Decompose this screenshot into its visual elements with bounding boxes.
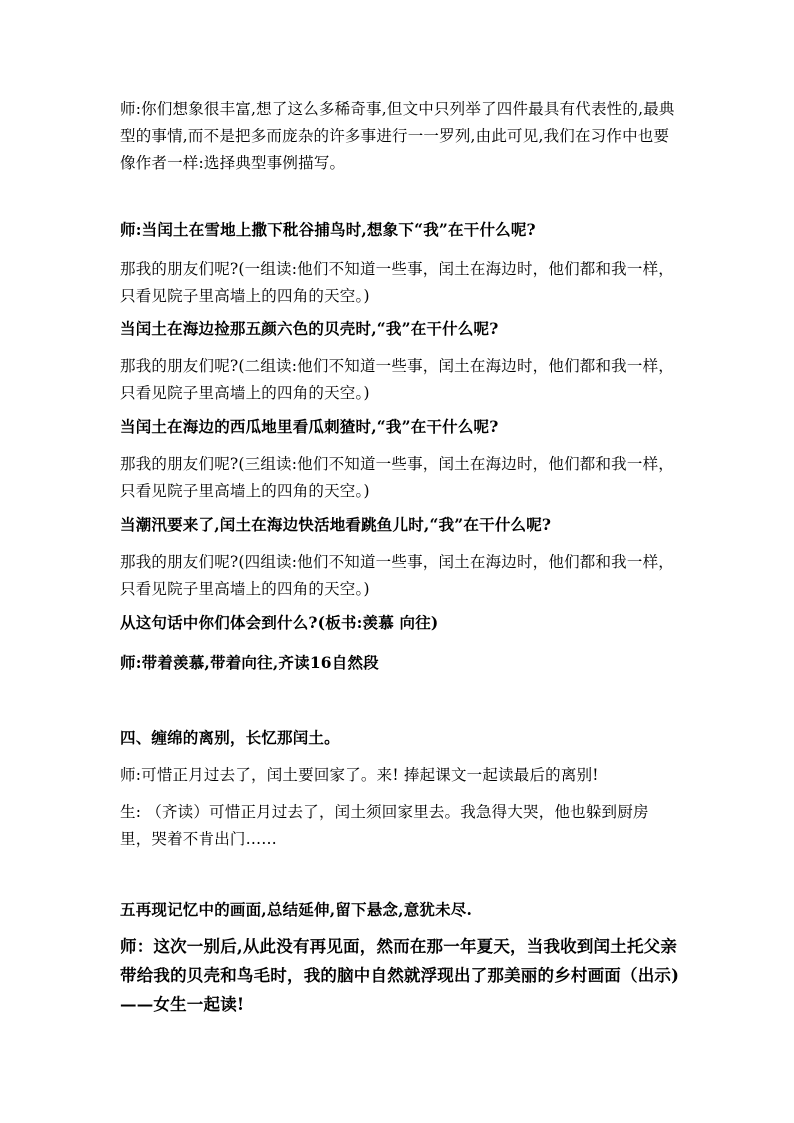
paragraph-group-one: 那我的朋友们呢?(一组读:他们不知道一些事，闰土在海边时，他们都和我一样，只看见院子里高墙上的四角的天空。) bbox=[120, 260, 674, 305]
paragraph-question-shells: 当闰土在海边捡那五颜六色的贝壳时,“我”在干什么呢? bbox=[120, 319, 499, 338]
paragraph-group-three: 那我的朋友们呢?(三组读:他们不知道一些事，闰土在海边时，他们都和我一样，只看见院子里高墙上的四角的天空。) bbox=[120, 455, 674, 500]
paragraph-group-two: 那我的朋友们呢?(二组读:他们不知道一些事，闰土在海边时，他们都和我一样，只看见院子里高墙上的四角的天空。) bbox=[120, 357, 674, 402]
paragraph-question-snow: 师:当闰土在雪地上撒下秕谷捕鸟时,想象下“我”在干什么呢? bbox=[120, 220, 536, 239]
paragraph-student-reading: 生: （齐读）可惜正月过去了，闰土须回家里去。我急得大哭，他也躲到厨房里，哭着不肯出门…… bbox=[120, 803, 649, 848]
paragraph-question-melon: 当闰土在海边的西瓜地里看瓜刺猹时,“我”在干什么呢? bbox=[120, 417, 499, 436]
paragraph-teacher-summary: 师:你们想象很丰富,想了这么多稀奇事,但文中只列举了四件最具有代表性的,最典型的事情,而不是把多而庞杂的许多事进行一一罗列,由此可见,我们在习作中也要像作者一样:选择典型事例描写。 bbox=[120, 100, 675, 172]
paragraph-teacher-farewell: 师:可惜正月过去了，闰土要回家了。来! 捧起课文一起读最后的离别! bbox=[120, 766, 599, 784]
paragraph-group-four: 那我的朋友们呢?(四组读:他们不知道一些事，闰土在海边时，他们都和我一样，只看见院子里高墙上的四角的天空。) bbox=[120, 553, 674, 598]
paragraph-question-tide: 当潮汛要来了,闰土在海边快活地看跳鱼儿时,“我”在干什么呢? bbox=[120, 515, 552, 534]
paragraph-feeling-question: 从这句话中你们体会到什么?(板书:羡慕 向往) bbox=[120, 613, 439, 632]
section-heading-five: 五再现记忆中的画面,总结延伸,留下悬念,意犹未尽. bbox=[120, 900, 473, 919]
paragraph-read-together: 师:带着羡慕,带着向往,齐读16自然段 bbox=[120, 653, 379, 672]
section-heading-four: 四、缠绵的离别，长忆那闰土。 bbox=[120, 728, 340, 747]
paragraph-teacher-closing: 师：这次一别后,从此没有再见面，然而在那一年夏天，当我收到闰土托父亲带给我的贝壳和鸟毛时，我的脑中自然就浮现出了那美丽的乡村画面（出示)——女生一起读! bbox=[120, 937, 680, 1014]
